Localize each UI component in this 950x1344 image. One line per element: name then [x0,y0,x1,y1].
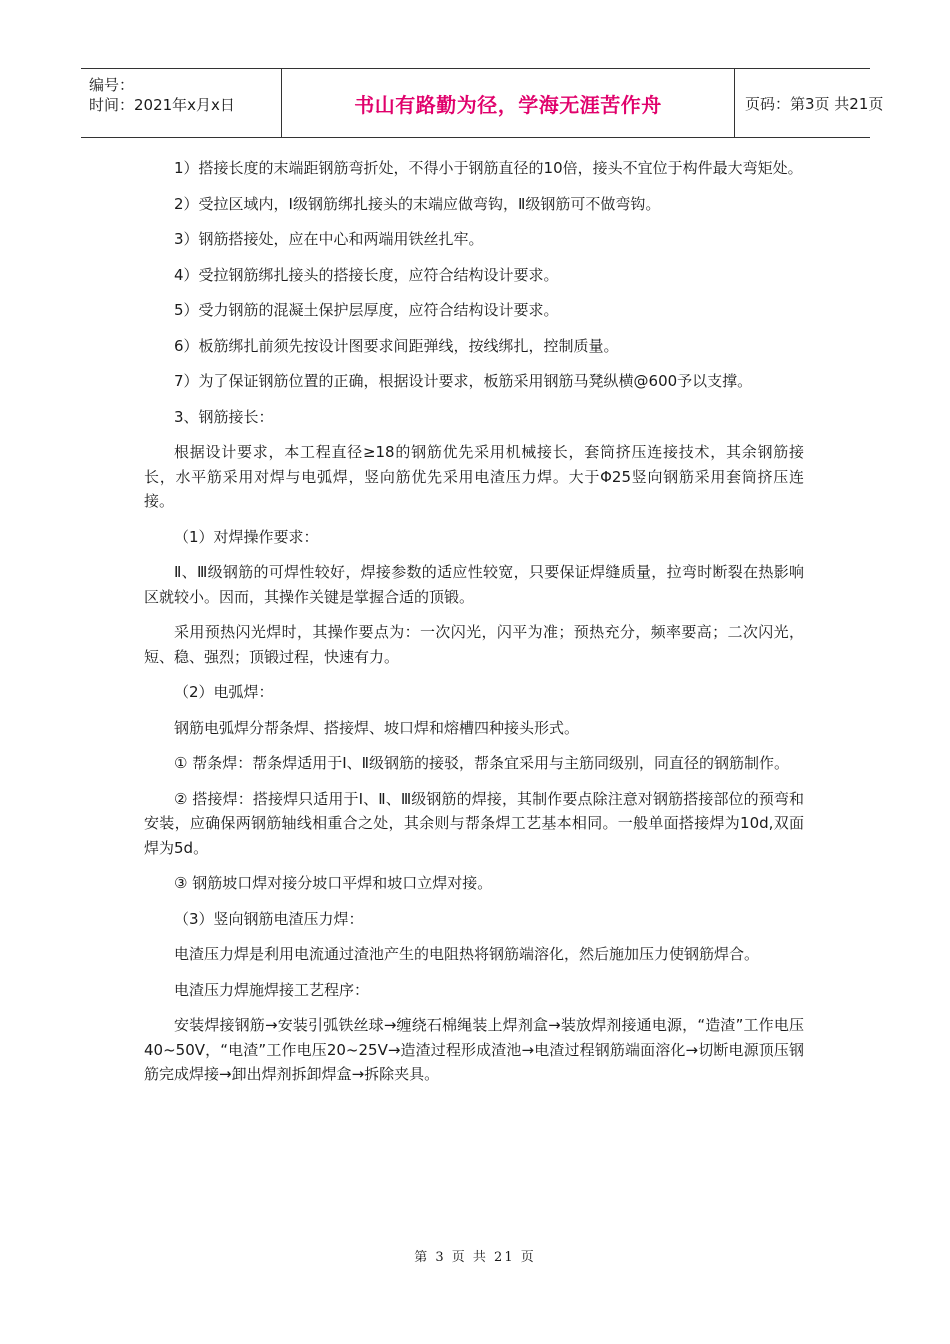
subsection-heading: （2）电弧焊： [174,683,274,701]
paragraph: 4）受拉钢筋绑扎接头的搭接长度，应符合结构设计要求。 [174,265,559,284]
paragraph: 6）板筋绑扎前须先按设计图要求间距弹线，按线绑扎，控制质量。 [174,336,619,355]
header-meta [81,69,282,137]
paragraph: 电渣压力焊施焊接工艺程序： [174,980,370,999]
header-motto: 书山有路勤为径，学海无涯苦作舟 [282,69,735,137]
paragraph: 采用预热闪光焊时，其操作要点为：一次闪光，闪平为准；预热充分，频率要高；二次闪光，短、稳、强烈；顶锻过程，快速有力。 [144,623,804,666]
paragraph: 1）搭接长度的末端距钢筋弯折处，不得小于钢筋直径的10倍，接头不宜位于构件最大弯矩处。 [174,159,803,177]
document-date: 时间：2021年x月x日 [89,96,235,114]
paragraph: ③ 钢筋坡口焊对接分坡口平焊和坡口立焊对接。 [174,874,493,892]
subsection-heading: （1）对焊操作要求： [174,527,319,546]
paragraph: 钢筋电弧焊分帮条焊、搭接焊、坡口焊和熔槽四种接头形式。 [174,718,580,737]
page-header [81,68,884,138]
paragraph: 安装焊接钢筋→安装引弧铁丝球→缠绕石棉绳装上焊剂盒→装放焊剂接通电源，“造渣”工作电压40~50V，“电渣”工作电压20~25V→造渣过程形成渣池→电渣过程钢筋端面溶化→切断电源顶压钢筋完成焊接→卸出焊剂拆卸焊盒→拆除夹具。 [144,1016,804,1083]
section-heading: 3、钢筋接长： [174,407,274,426]
paragraph: ② 搭接焊：搭接焊只适用于Ⅰ、Ⅱ、Ⅲ级钢筋的焊接，其制作要点除注意对钢筋搭接部位的预弯和安装，应确保两钢筋轴线相重合之处，其余则与帮条焊工艺基本相同。一般单面搭接焊为10d,双面焊为5d。 [144,789,804,857]
document-body [144,156,804,1098]
page-footer: 第 3 页 共 21 页 [414,1250,536,1265]
header-page-info: 页码：第3页 共21页 [745,94,884,113]
subsection-heading: （3）竖向钢筋电渣压力焊： [174,909,364,928]
paragraph: 5）受力钢筋的混凝土保护层厚度，应符合结构设计要求。 [174,301,559,319]
paragraph: 2）受拉区域内，Ⅰ级钢筋绑扎接头的末端应做弯钩，Ⅱ级钢筋可不做弯钩。 [174,194,661,213]
paragraph: Ⅱ、Ⅲ级钢筋的可焊性较好，焊接参数的适应性较宽，只要保证焊缝质量，拉弯时断裂在热影响区就较小。因而，其操作关键是掌握合适的顶锻。 [144,563,804,606]
document-number-label: 编号： [89,76,135,94]
paragraph: 根据设计要求，本工程直径≥18的钢筋优先采用机械接长，套筒挤压连接技术，其余钢筋接长，水平筋采用对焊与电弧焊，竖向筋优先采用电渣压力焊。大于Φ25竖向钢筋采用套筒挤压连接。 [144,443,804,510]
paragraph: ① 帮条焊：帮条焊适用于Ⅰ、Ⅱ级钢筋的接驳，帮条宜采用与主筋同级别，同直径的钢筋制作。 [174,754,790,772]
paragraph: 3）钢筋搭接处，应在中心和两端用铁丝扎牢。 [174,230,484,248]
paragraph: 电渣压力焊是利用电流通过渣池产生的电阻热将钢筋端溶化，然后施加压力使钢筋焊合。 [174,945,760,963]
paragraph: 7）为了保证钢筋位置的正确，根据设计要求，板筋采用钢筋马凳纵横@600予以支撑。 [174,372,753,390]
